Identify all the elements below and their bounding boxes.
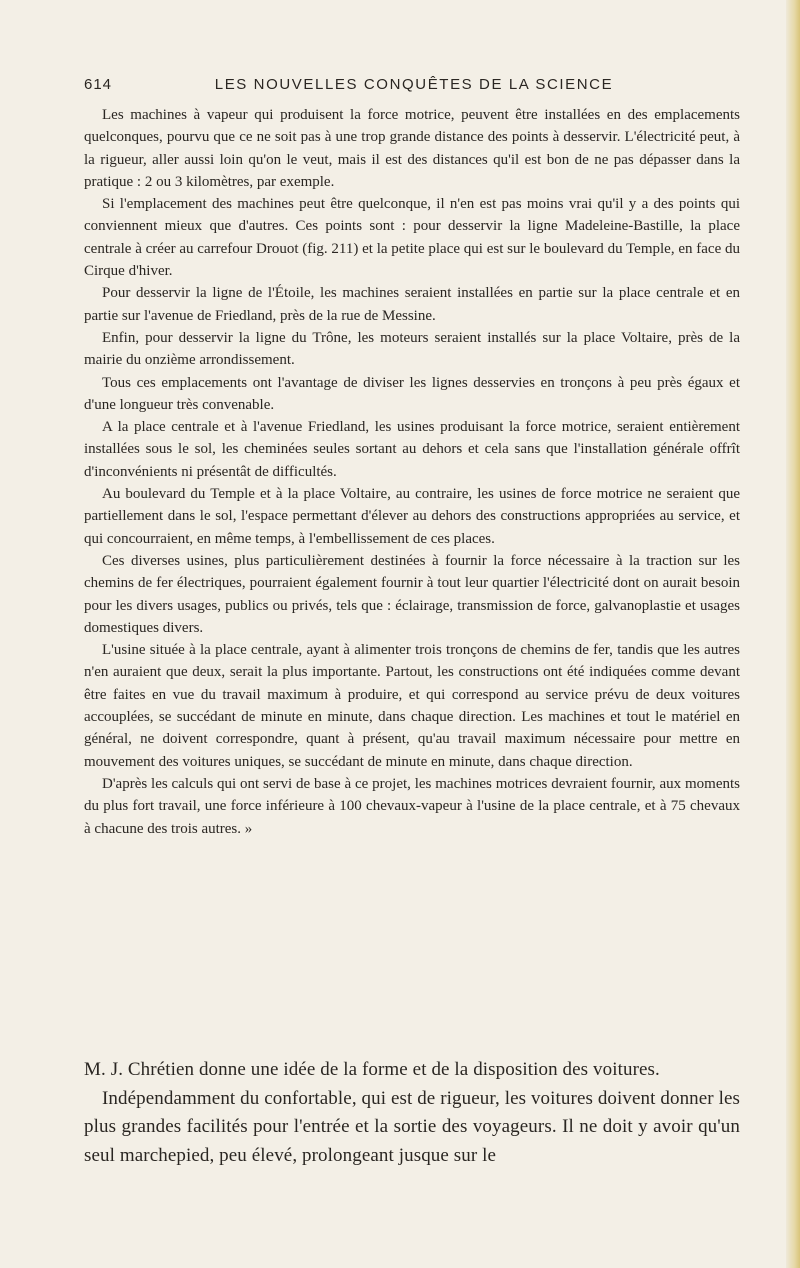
main-text-block [84,1056,740,1170]
paragraph: L'usine située à la place centrale, ayant à alimenter trois tronçons de chemins de fer, tandis que les autres n'en auraient que deux, serait la plus importante. Partout, les constructions ont été indiquées comme devant être faites en vue du travail maximum à produire, et qui correspond au service prévu de deux voitures accouplées, se succédant de minute en minute, dans chaque direction. Les machines et tout le matériel en général, ne doivent correspondre, quant à présent, qu'au travail maximum nécessaire pour mettre en mouvement des voitures uniques, se succédant de minute en minute, dans chaque direction. [84,642,740,770]
paragraph: Au boulevard du Temple et à la place Voltaire, au contraire, les usines de force motrice ne seraient que partiellement dans le sol, l'espace permettant d'élever au dehors des constructions appropriées au service, et qui concourraient, en même temps, à l'embellissement de ces places. [84,486,740,547]
paragraph: Si l'emplacement des machines peut être quelconque, il n'en est pas moins vrai qu'il y a des points qui conviennent mieux que d'autres. Ces points sont : pour desservir la ligne Madeleine-Bastille, la place centrale à créer au carrefour Drouot (fig. 211) et la petite place qui est sur le boulevard du Temple, en face du Cirque d'hiver. [84,196,740,280]
paragraph: D'après les calculs qui ont servi de base à ce projet, les machines motrices devraient fournir, aux moments du plus fort travail, une force inférieure à 100 chevaux-vapeur à l'usine de la place centrale, et à 75 chevaux à chacune des trois autres. » [84,775,740,837]
paragraph: Pour desservir la ligne de l'Étoile, les machines seraient installées en partie sur la place centrale et en partie sur l'avenue de Friedland, près de la rue de Messine. [84,285,740,324]
page-edge [786,0,800,1268]
page-header [84,76,744,100]
paragraph: Tous ces emplacements ont l'avantage de diviser les lignes desservies en tronçons à peu près égaux et d'une longueur très convenable. [84,374,740,413]
paragraph: Indépendamment du confortable, qui est de rigueur, les voitures doivent donner les plus grandes facilités pour l'entrée et la sortie des voyageurs. Il ne doit y avoir qu'un seul marchepied, peu élevé, prolongeant jusque sur le [84,1087,740,1166]
paragraph: M. J. Chrétien donne une idée de la forme et de la disposition des voitures. [84,1059,660,1080]
paragraph: Ces diverses usines, plus particulièrement destinées à fournir la force nécessaire à la traction sur les chemins de fer électriques, pourraient également fournir à tout leur quartier l'électricité dont on aurait besoin pour les divers usages, publics ou privés, tels que : éclairage, transmission de force, galvanoplastie et usages domestiques divers. [84,552,740,636]
paragraph: Enfin, pour desservir la ligne du Trône, les moteurs seraient installés sur la place Voltaire, près de la mairie du onzième arrondissement. [84,329,740,369]
page-number: 614 [84,76,113,93]
paragraph: Les machines à vapeur qui produisent la force motrice, peuvent être installées en des emplacements quelconques, pourvu que ce ne soit pas à une trop grande distance des points à desservir. L'électricité peut, à la rigueur, aller aussi loin qu'on le veut, mais il est des distances qu'il est bon de ne pas dépasser dans la pratique : 2 ou 3 kilomètres, par exemple. [84,107,740,190]
running-title: LES NOUVELLES CONQUÊTES DE LA SCIENCE [214,76,614,93]
quoted-text-block [84,104,740,840]
paragraph: A la place centrale et à l'avenue Friedland, les usines produisant la force motrice, seraient entièrement installées sous le sol, les cheminées seules sortant au dehors et cela sans que l'installation générale offrît d'inconvénients ni présentât de difficultés. [84,419,740,480]
